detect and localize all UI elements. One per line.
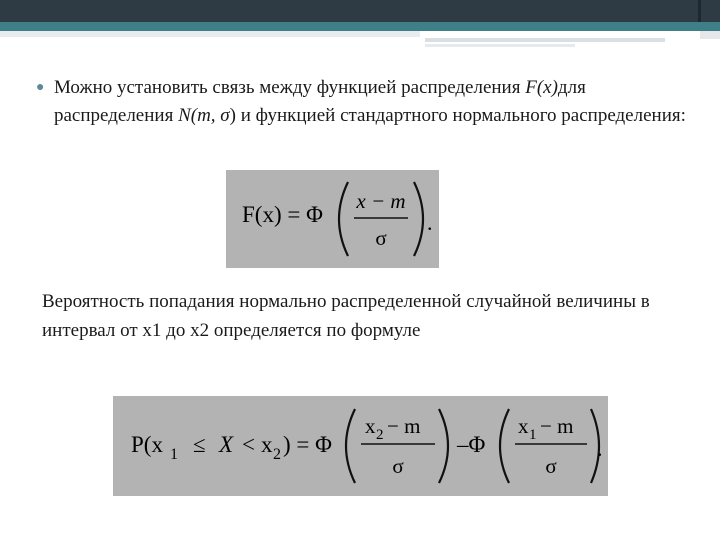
formula-interval-probability [113,396,608,496]
formula2-le: ≤ [193,432,206,457]
formula2-num1-sub: 2 [376,427,384,443]
bullet-text-3: ) и функцией стандартного нормального распределения: [229,105,686,126]
bullet-paragraph [36,74,694,130]
formula2-right-paren-1 [439,409,448,483]
bullet-fx: F(x) [525,77,558,98]
header-bar-light-2 [425,38,665,42]
formula2-num2-sub: 1 [529,427,537,443]
formula2-num2: x [518,414,529,438]
formula1-denominator: σ [375,226,387,250]
header-bar-light-4 [700,31,720,39]
probability-paragraph: Вероятность попадания нормально распределенной случайной величины в интервал от х1 до х2 определяется по формуле [42,291,650,341]
formula2-eq: ) = Φ [283,432,332,457]
formula2-num2-rest: − m [540,414,574,438]
formula2-num1: x [365,414,376,438]
bullet-text-1: Можно установить связь между функцией распределения [54,77,526,98]
formula2-den1: σ [392,454,404,478]
header-bar-teal [0,22,720,31]
bullet-icon: ● [36,80,45,95]
formula2-sub1: 1 [170,446,178,463]
header-bar-light [0,31,420,37]
formula2-x2: x [261,432,273,457]
formula2-left-paren-1 [346,409,355,483]
formula2-sub2: 2 [273,446,281,463]
formula2-den2: σ [545,454,557,478]
formula1-right-paren [414,182,423,256]
formula2-minus-phi: –Φ [457,432,486,457]
formula-standard-normal [226,170,439,268]
formula2-num1-rest: − m [387,414,421,438]
formula2-X: X [219,432,234,457]
bullet-text-2: для распределения [54,77,586,126]
formula2-left-paren-2 [500,409,509,483]
formula1-lhs: F(x) = Φ [242,202,323,227]
bullet-nm: N(m, σ [178,105,230,126]
formula1-period: . [427,210,433,235]
header-bar-light-3 [425,44,575,47]
formula1-left-paren [339,182,348,256]
header-bar-tick [698,0,701,22]
formula2-lt: < [242,432,255,457]
formula2-period: . [597,436,603,461]
formula1-numerator: x − m [356,189,406,213]
header-bar-dark [0,0,720,22]
formula2-lhs: P(x [131,432,163,457]
